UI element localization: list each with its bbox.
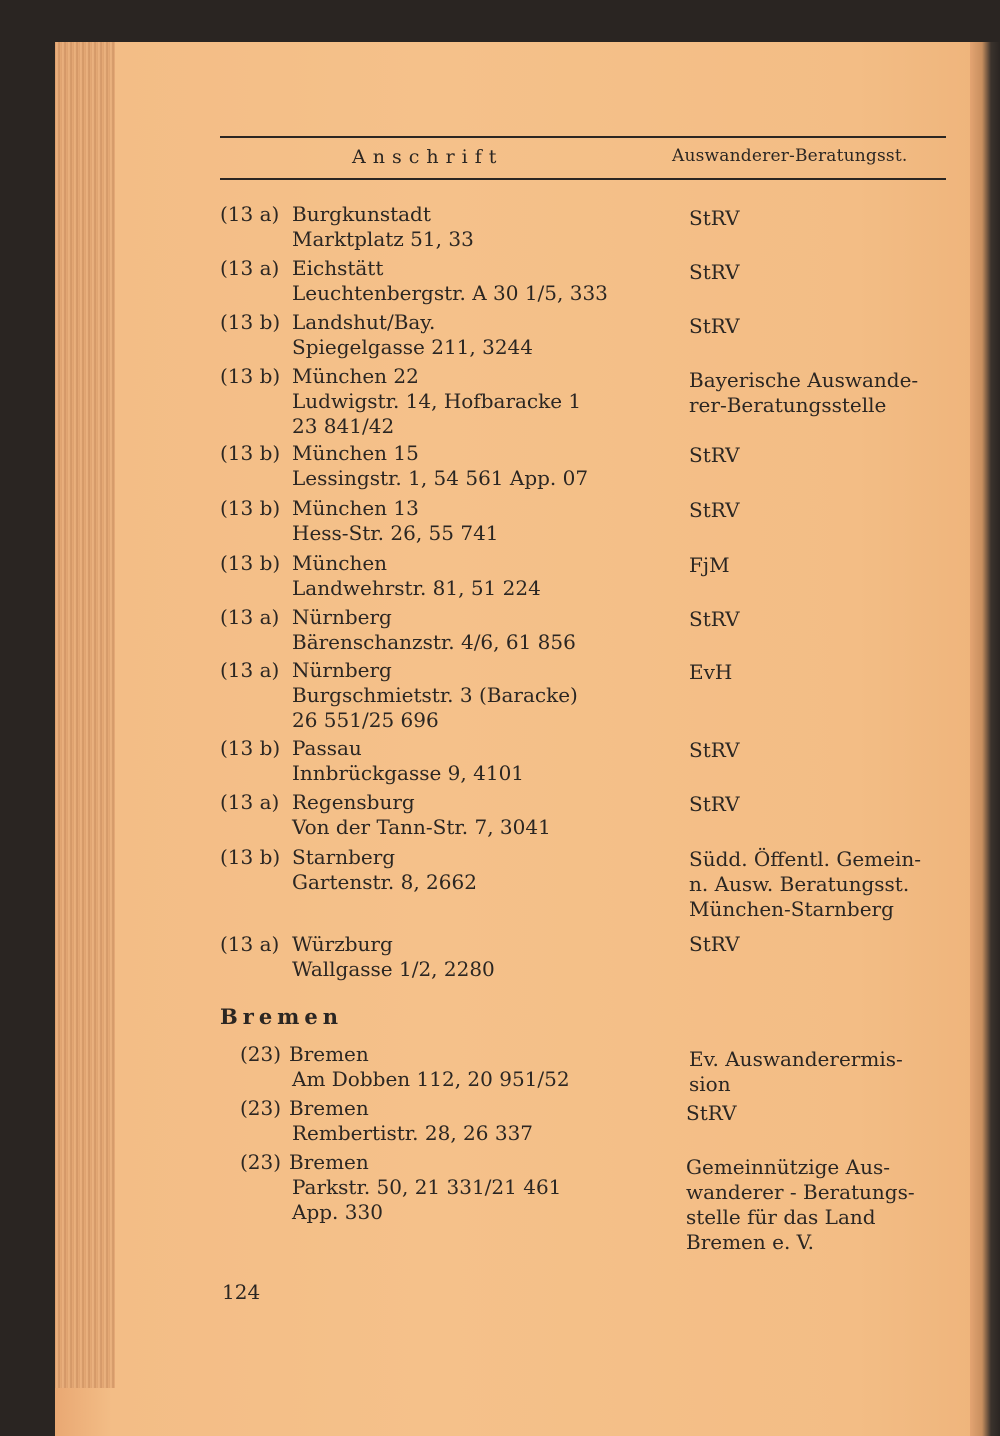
street: Marktplatz 51, 33 <box>292 227 474 251</box>
street: Rembertistr. 28, 26 337 <box>292 1121 534 1145</box>
street: Am Dobben 112, 20 951/52 <box>292 1067 570 1091</box>
city: Bremen <box>289 1096 369 1120</box>
city: Nürnberg <box>292 658 392 682</box>
header-rule-top <box>220 136 946 138</box>
street: Lessingstr. 1, 54 561 App. 07 <box>292 466 589 490</box>
advice-office: StRV <box>689 792 740 816</box>
advice-office: wanderer - Beratungs- <box>686 1180 915 1204</box>
column-header-advice-office: Auswanderer-Beratungsst. <box>672 146 908 166</box>
zone-code: (13 a) <box>220 790 280 814</box>
advice-office: Gemeinnützige Aus- <box>686 1155 890 1179</box>
city: München <box>292 551 388 575</box>
city: Nürnberg <box>292 605 392 629</box>
street: Gartenstr. 8, 2662 <box>292 870 477 894</box>
zone-code: (23) <box>240 1042 282 1066</box>
city: München 13 <box>292 496 419 520</box>
zone-code: (13 a) <box>220 202 280 226</box>
advice-office: rer-Beratungsstelle <box>689 393 887 417</box>
street: Burgschmietstr. 3 (Baracke) <box>292 683 578 707</box>
advice-office: StRV <box>689 738 740 762</box>
header-rule-bottom <box>220 178 946 180</box>
city: Burgkunstadt <box>292 202 431 226</box>
advice-office: FjM <box>689 553 730 577</box>
street: Innbrückgasse 9, 4101 <box>292 761 525 785</box>
street: Wallgasse 1/2, 2280 <box>292 957 495 981</box>
city: Regensburg <box>292 790 415 814</box>
advice-office: Südd. Öffentl. Gemein- <box>689 847 922 871</box>
phone: App. 330 <box>292 1200 383 1224</box>
city: Würzburg <box>292 932 393 956</box>
advice-office: stelle für das Land <box>686 1205 876 1229</box>
advice-office: München-Starnberg <box>689 897 894 921</box>
street: Von der Tann-Str. 7, 3041 <box>292 815 551 839</box>
column-header-address: Anschrift <box>352 146 504 168</box>
city: Passau <box>292 736 362 760</box>
book-gutter <box>970 42 1000 1436</box>
street: Bärenschanzstr. 4/6, 61 856 <box>292 630 576 654</box>
advice-office: StRV <box>689 314 740 338</box>
section-title: Bremen <box>220 1004 344 1029</box>
phone: 26 551/25 696 <box>292 708 439 732</box>
zone-code: (13 b) <box>220 364 281 388</box>
advice-office: sion <box>689 1072 731 1096</box>
advice-office: StRV <box>689 260 740 284</box>
zone-code: (13 b) <box>220 736 281 760</box>
advice-office: StRV <box>689 607 740 631</box>
street: Spiegelgasse 211, 3244 <box>292 335 534 359</box>
street: Landwehrstr. 81, 51 224 <box>292 576 541 600</box>
zone-code: (13 a) <box>220 932 280 956</box>
zone-code: (13 a) <box>220 658 280 682</box>
page-number: 124 <box>222 1280 261 1304</box>
city: Bremen <box>289 1150 369 1174</box>
zone-code: (23) <box>240 1150 282 1174</box>
zone-code: (23) <box>240 1096 282 1120</box>
street: Parkstr. 50, 21 331/21 461 <box>292 1175 562 1199</box>
city: Landshut/Bay. <box>292 310 436 334</box>
advice-office: StRV <box>689 443 740 467</box>
advice-office: StRV <box>689 932 740 956</box>
city: Eichstätt <box>292 256 384 280</box>
city: Bremen <box>289 1042 369 1066</box>
phone: 23 841/42 <box>292 414 395 438</box>
street: Leuchtenbergstr. A 30 1/5, 333 <box>292 281 608 305</box>
zone-code: (13 b) <box>220 551 281 575</box>
zone-code: (13 a) <box>220 256 280 280</box>
advice-office: Bremen e. V. <box>686 1230 814 1254</box>
city: München 22 <box>292 364 419 388</box>
zone-code: (13 a) <box>220 605 280 629</box>
street: Hess-Str. 26, 55 741 <box>292 521 499 545</box>
city: Starnberg <box>292 845 396 869</box>
page-edges <box>55 42 115 1388</box>
street: Ludwigstr. 14, Hofbaracke 1 <box>292 389 582 413</box>
advice-office: StRV <box>689 498 740 522</box>
zone-code: (13 b) <box>220 441 281 465</box>
advice-office: Bayerische Auswande- <box>689 368 919 392</box>
zone-code: (13 b) <box>220 310 281 334</box>
advice-office: Ev. Auswanderermis- <box>689 1047 903 1071</box>
advice-office: StRV <box>689 206 740 230</box>
zone-code: (13 b) <box>220 496 281 520</box>
advice-office: n. Ausw. Beratungsst. <box>689 872 910 896</box>
city: München 15 <box>292 441 419 465</box>
advice-office: EvH <box>689 660 733 684</box>
zone-code: (13 b) <box>220 845 281 869</box>
advice-office: StRV <box>686 1101 737 1125</box>
